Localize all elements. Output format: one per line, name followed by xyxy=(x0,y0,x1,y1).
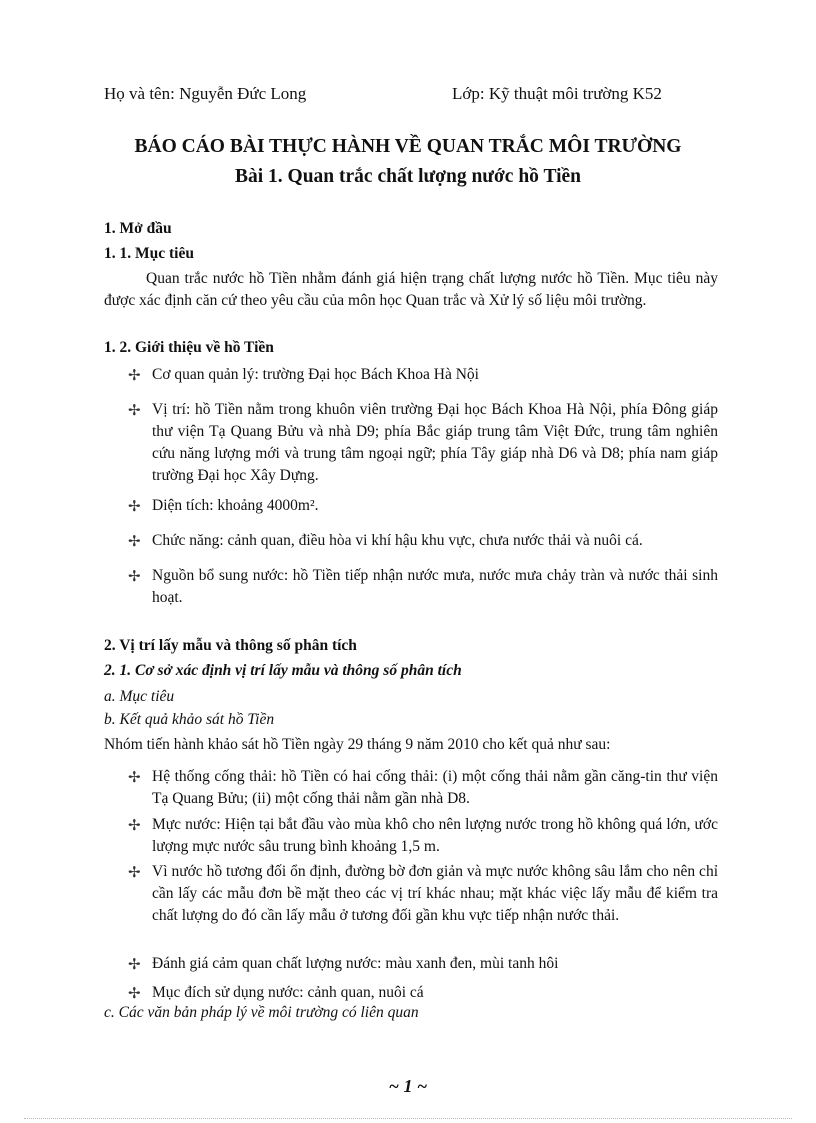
section-2-heading: 2. Vị trí lấy mẫu và thông số phân tích xyxy=(104,637,357,654)
item-b-heading: b. Kết quả khảo sát hồ Tiền xyxy=(104,711,275,728)
list-item: Mục đích sử dụng nước: cảnh quan, nuôi cá xyxy=(152,984,424,1001)
plus-bullet-icon: ✢ xyxy=(128,532,141,550)
section-2-1-heading: 2. 1. Cơ sở xác định vị trí lấy mẫu và thông số phân tích xyxy=(104,662,462,679)
list-item: Hệ thống cống thải: hồ Tiền có hai cống thải: (i) một cống thải nằm gần căng-tin thư viện Tạ Quang Bửu; (ii) một cống thải nằm gần nhà D8. xyxy=(152,768,718,807)
section-1-heading: 1. Mở đầu xyxy=(104,220,172,237)
plus-bullet-icon: ✢ xyxy=(128,984,141,1002)
plus-bullet-icon: ✢ xyxy=(128,366,141,384)
survey-intro: Nhóm tiến hành khảo sát hồ Tiền ngày 29 tháng 9 năm 2010 cho kết quả như sau: xyxy=(104,736,611,753)
item-a-heading: a. Mục tiêu xyxy=(104,688,175,705)
report-title: BÁO CÁO BÀI THỰC HÀNH VỀ QUAN TRẮC MÔI TRƯỜNG xyxy=(134,136,682,157)
list-item: Diện tích: khoảng 4000m². xyxy=(152,497,319,514)
footer-divider xyxy=(24,1118,792,1119)
plus-bullet-icon: ✢ xyxy=(128,816,141,834)
plus-bullet-icon: ✢ xyxy=(128,768,141,786)
section-1-2-heading: 1. 2. Giới thiệu về hồ Tiền xyxy=(104,339,274,356)
list-item: Cơ quan quản lý: trường Đại học Bách Khoa Hà Nội xyxy=(152,366,479,383)
plus-bullet-icon: ✢ xyxy=(128,497,141,515)
list-item: Đánh giá cảm quan chất lượng nước: màu xanh đen, mùi tanh hôi xyxy=(152,955,559,972)
student-class: Lớp: Kỹ thuật môi trường K52 xyxy=(452,84,662,103)
page-number: ~ 1 ~ xyxy=(388,1076,428,1096)
section-1-1-paragraph: Quan trắc nước hồ Tiền nhằm đánh giá hiện trạng chất lượng nước hồ Tiền. Mục tiêu này được xác định căn cứ theo yêu cầu của môn học Quan trắc và Xử lý số liệu môi trường. xyxy=(104,270,718,309)
plus-bullet-icon: ✢ xyxy=(128,567,141,585)
list-item: Mực nước: Hiện tại bắt đầu vào mùa khô cho nên lượng nước trong hồ không quá lớn, ước lượng mực nước sâu trung bình khoảng 1,5 m. xyxy=(152,816,718,855)
student-name: Họ và tên: Nguyễn Đức Long xyxy=(104,84,307,103)
list-item: Chức năng: cảnh quan, điều hòa vi khí hậu khu vực, chưa nước thải và nuôi cá. xyxy=(152,532,643,549)
section-1-1-heading: 1. 1. Mục tiêu xyxy=(104,245,194,262)
item-c-heading: c. Các văn bản pháp lý về môi trường có liên quan xyxy=(104,1004,419,1021)
report-subtitle: Bài 1. Quan trắc chất lượng nước hồ Tiền xyxy=(234,166,582,187)
plus-bullet-icon: ✢ xyxy=(128,401,141,419)
list-item: Vì nước hồ tương đối ổn định, đường bờ đơn giản và mực nước không sâu lắm cho nên chỉ cần lấy các mẫu đơn bề mặt theo các vị trí khác nhau; mặt khác việc lấy mẫu để kiểm tra chất lượng do đó cần lấy mẫu ở tương đối gần khu vực tiếp nhận nước thải. xyxy=(152,863,718,924)
list-item: Vị trí: hồ Tiền nằm trong khuôn viên trường Đại học Bách Khoa Hà Nội, phía Đông giáp thư viện Tạ Quang Bửu và nhà D9; phía Bắc giáp trung tâm Việt Đức, trung tâm nghiên cứu năng lượng mới và trung tâm ngoại ngữ; phía Tây giáp nhà D6 và D8; phía nam giáp trường Đại học Xây Dựng. xyxy=(152,401,718,484)
plus-bullet-icon: ✢ xyxy=(128,863,141,881)
list-item: Nguồn bổ sung nước: hồ Tiền tiếp nhận nước mưa, nước mưa chảy tràn và nước thải sinh hoạt. xyxy=(152,567,718,606)
plus-bullet-icon: ✢ xyxy=(128,955,141,973)
